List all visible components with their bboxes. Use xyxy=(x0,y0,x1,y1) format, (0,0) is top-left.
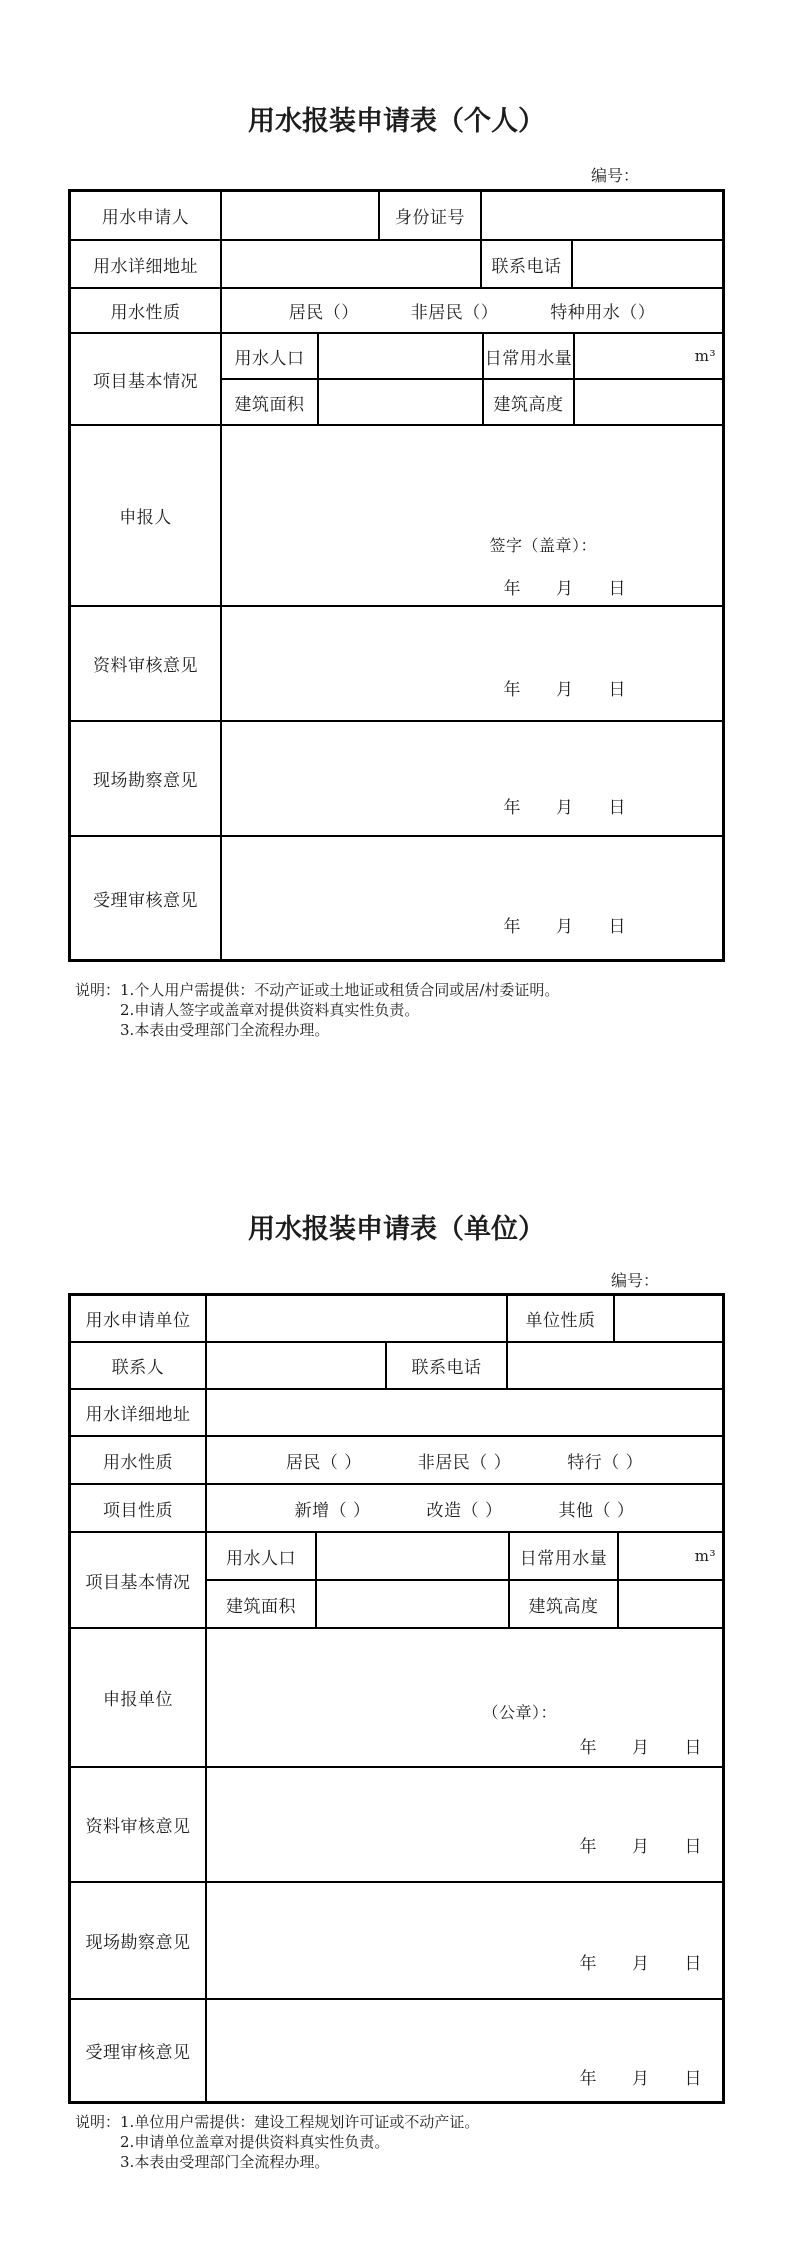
row-declarant-unit xyxy=(71,1627,722,1766)
row-contact xyxy=(71,1341,722,1388)
acceptance-review-area xyxy=(220,837,722,959)
row-unit-water-nature xyxy=(71,1435,722,1483)
option-resident: 居民（ ） xyxy=(285,1452,362,1473)
site-survey-area xyxy=(220,722,722,835)
row-project-info xyxy=(71,332,722,424)
unit-daily-usage-label: 日常用水量 xyxy=(508,1533,617,1579)
cubic-meter-unit: m³ xyxy=(694,347,716,365)
note-item: 3.本表由受理部门全流程办理。 xyxy=(120,1021,330,1039)
notes-items xyxy=(120,980,559,1040)
unit-site-survey-area xyxy=(205,1883,722,1998)
declarant-date-line: 年 月 日 xyxy=(503,579,626,599)
contact-label: 联系人 xyxy=(111,1358,165,1378)
subrow-area-height xyxy=(222,378,722,424)
individual-serial-label: 编号： xyxy=(590,166,639,185)
project-nature-label: 项目性质 xyxy=(103,1500,173,1521)
phone-value-cell xyxy=(571,241,722,287)
row-address xyxy=(71,239,722,287)
unit-building-area-value-cell xyxy=(315,1581,508,1627)
note-item: 2.申请人签字或盖章对提供资料真实性负责。 xyxy=(120,1001,420,1019)
unit-material-review-label: 资料审核意见 xyxy=(85,1817,191,1837)
declarant-area xyxy=(220,426,722,605)
unit-nature-label: 单位性质 xyxy=(506,1296,613,1341)
applicant-unit-label: 用水申请单位 xyxy=(85,1311,191,1331)
material-review-date-line: 年 月 日 xyxy=(503,680,626,700)
individual-form-table xyxy=(68,189,725,962)
option-non-resident: 非居民（ ） xyxy=(417,1452,512,1473)
site-survey-label: 现场勘察意见 xyxy=(93,771,198,791)
population-value-cell xyxy=(317,334,482,378)
subrow-area-height xyxy=(207,1579,722,1627)
material-review-area xyxy=(220,607,722,720)
unit-material-review-date-line: 年 月 日 xyxy=(579,1837,702,1857)
notes-label: 说明： xyxy=(75,981,121,999)
unit-building-area-label: 建筑面积 xyxy=(226,1596,296,1617)
unit-population-value-cell xyxy=(315,1533,508,1579)
row-applicant xyxy=(71,192,722,239)
id-number-value-cell xyxy=(480,192,722,239)
acceptance-review-label: 受理审核意见 xyxy=(93,890,198,911)
row-project-nature xyxy=(71,1483,722,1531)
unit-address-label: 用水详细地址 xyxy=(85,1405,191,1425)
unit-application-form xyxy=(68,1212,725,2172)
applicant-unit-value-cell xyxy=(205,1296,506,1341)
declarant-label: 申报人 xyxy=(119,508,172,528)
option-new: 新增（ ） xyxy=(294,1500,371,1521)
unit-phone-value-cell xyxy=(506,1343,722,1388)
individual-form-title: 用水报装申请表（个人） xyxy=(248,106,545,137)
row-water-nature xyxy=(71,287,722,332)
row-unit-address xyxy=(71,1388,722,1435)
individual-notes xyxy=(68,980,725,1040)
unit-phone-label: 联系电话 xyxy=(385,1343,506,1388)
signature-seal-label: 签字（盖章）： xyxy=(489,536,597,555)
notes-items xyxy=(120,2112,479,2172)
option-resident: 居民（） xyxy=(288,303,359,323)
unit-site-survey-date-line: 年 月 日 xyxy=(579,1954,702,1974)
declarant-unit-date-line: 年 月 日 xyxy=(579,1738,702,1758)
building-height-label: 建筑高度 xyxy=(482,380,573,424)
individual-application-form xyxy=(68,104,725,1040)
unit-address-value-cell xyxy=(205,1390,722,1435)
row-site-survey xyxy=(71,720,722,835)
unit-form-title: 用水报装申请表（单位） xyxy=(248,1214,545,1245)
note-item: 3.本表由受理部门全流程办理。 xyxy=(120,2153,330,2171)
unit-water-nature-options xyxy=(205,1437,722,1483)
unit-project-info-label: 项目基本情况 xyxy=(85,1572,191,1593)
site-survey-date-line: 年 月 日 xyxy=(503,798,626,818)
unit-building-height-label: 建筑高度 xyxy=(508,1581,617,1627)
unit-water-nature-label: 用水性质 xyxy=(103,1452,173,1473)
project-info-grid xyxy=(220,334,722,424)
daily-usage-value-cell xyxy=(573,334,722,378)
note-item: 1.单位用户需提供：建设工程规划许可证或不动产证。 xyxy=(120,2113,480,2131)
declarant-unit-area xyxy=(205,1629,722,1766)
unit-project-info-grid xyxy=(205,1533,722,1627)
contact-value-cell xyxy=(205,1343,385,1388)
project-nature-options xyxy=(205,1485,722,1531)
option-other: 其他（ ） xyxy=(558,1500,635,1521)
unit-material-review-area xyxy=(205,1768,722,1881)
phone-label: 联系电话 xyxy=(480,241,571,287)
row-material-review xyxy=(71,1766,722,1881)
applicant-label: 用水申请人 xyxy=(101,208,190,228)
id-number-label: 身份证号 xyxy=(378,192,480,239)
unit-nature-value-cell xyxy=(613,1296,722,1341)
unit-form-table xyxy=(68,1293,725,2104)
unit-building-height-value-cell xyxy=(617,1581,722,1627)
population-label: 用水人口 xyxy=(234,348,305,369)
unit-serial-label: 编号： xyxy=(610,1271,659,1290)
row-site-survey xyxy=(71,1881,722,1998)
option-special-industry: 特行（ ） xyxy=(567,1452,644,1473)
acceptance-review-date-line: 年 月 日 xyxy=(503,917,626,937)
material-review-label: 资料审核意见 xyxy=(93,656,198,676)
unit-site-survey-label: 现场勘察意见 xyxy=(85,1933,191,1953)
daily-usage-label: 日常用水量 xyxy=(482,334,573,378)
row-unit-project-info xyxy=(71,1531,722,1627)
applicant-value-cell xyxy=(220,192,378,239)
subrow-population-usage xyxy=(207,1533,722,1579)
building-height-value-cell xyxy=(573,380,722,424)
option-non-resident: 非居民（） xyxy=(410,303,499,323)
building-area-value-cell xyxy=(317,380,482,424)
option-renovation: 改造（ ） xyxy=(426,1500,503,1521)
official-seal-label: （公章）： xyxy=(482,1703,557,1722)
cubic-meter-unit: m³ xyxy=(694,1547,716,1565)
row-material-review xyxy=(71,605,722,720)
address-value-cell xyxy=(220,241,480,287)
declarant-unit-label: 申报单位 xyxy=(103,1690,173,1710)
row-declarant xyxy=(71,424,722,605)
unit-population-label: 用水人口 xyxy=(226,1548,296,1569)
row-applicant-unit xyxy=(71,1296,722,1341)
row-acceptance-review xyxy=(71,1998,722,2101)
note-item: 1.个人用户需提供：不动产证或土地证或租赁合同或居/村委证明。 xyxy=(120,981,560,999)
row-acceptance-review xyxy=(71,835,722,959)
unit-acceptance-review-area xyxy=(205,2000,722,2101)
option-special-water: 特种用水（） xyxy=(550,303,656,323)
building-area-label: 建筑面积 xyxy=(234,394,305,415)
address-label: 用水详细地址 xyxy=(93,256,198,277)
subrow-population-usage xyxy=(222,334,722,378)
unit-acceptance-review-date-line: 年 月 日 xyxy=(579,2069,702,2089)
water-nature-label: 用水性质 xyxy=(110,303,181,323)
project-info-label: 项目基本情况 xyxy=(93,371,198,392)
unit-daily-usage-value-cell xyxy=(617,1533,722,1579)
notes-label: 说明： xyxy=(75,2113,121,2131)
unit-notes xyxy=(68,2112,725,2172)
note-item: 2.申请单位盖章对提供资料真实性负责。 xyxy=(120,2133,390,2151)
unit-acceptance-review-label: 受理审核意见 xyxy=(85,2043,191,2063)
water-nature-options xyxy=(220,289,722,332)
